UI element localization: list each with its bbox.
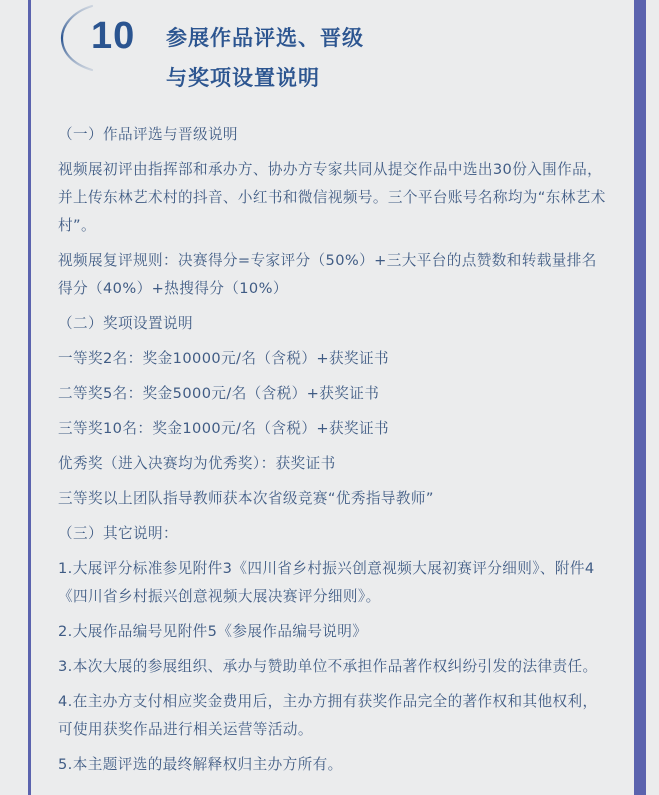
title-line-1: 参展作品评选、晋级	[166, 26, 364, 50]
note-item: 1.大展评分标准参见附件3《四川省乡村振兴创意视频大展初赛评分细则》、附件4《四川省乡村振兴创意视频大展决赛评分细则》。	[58, 560, 595, 605]
note-item: 4.在主办方支付相应奖金费用后，主办方拥有获奖作品完全的著作权和其他权利，可使用获奖作品进行相关运营等活动。	[58, 693, 598, 738]
section-heading-1: （一）作品评选与晋级说明	[58, 126, 238, 143]
section-header	[0, 0, 659, 100]
note-item: 2.大展作品编号见附件5《参展作品编号说明》	[58, 623, 368, 640]
title-line-2: 与奖项设置说明	[166, 66, 320, 90]
left-accent-rule	[28, 0, 31, 795]
section-heading-2: （二）奖项设置说明	[58, 315, 193, 332]
note-item: 5.本主题评选的最终解释权归主办方所有。	[58, 756, 343, 773]
section-heading-3: （三）其它说明：	[58, 525, 178, 542]
award-item: 三等奖以上团队指导教师获本次省级竞赛“优秀指导教师”	[58, 490, 434, 507]
document-body	[58, 121, 606, 786]
right-accent-bar	[634, 0, 646, 795]
paragraph: 视频展初评由指挥部和承办方、协办方专家共同从提交作品中选出30份入围作品，并上传东林艺术村的抖音、小红书和微信视频号。三个平台账号名称均为“东林艺术村”。	[58, 161, 606, 234]
award-item: 三等奖10名：奖金1000元/名（含税）+获奖证书	[58, 420, 389, 437]
page-title	[166, 18, 364, 98]
award-item: 二等奖5名：奖金5000元/名（含税）+获奖证书	[58, 385, 380, 402]
note-item: 3.本次大展的参展组织、承办与赞助单位不承担作品著作权纠纷引发的法律责任。	[58, 658, 598, 675]
paragraph: 视频展复评规则：决赛得分=专家评分（50%）+三大平台的点赞数和转载量排名得分（40%）+热搜得分（10%）	[58, 252, 597, 297]
section-number: 10	[91, 15, 136, 57]
award-item: 一等奖2名：奖金10000元/名（含税）+获奖证书	[58, 350, 389, 367]
award-item: 优秀奖（进入决赛均为优秀奖）：获奖证书	[58, 455, 336, 472]
